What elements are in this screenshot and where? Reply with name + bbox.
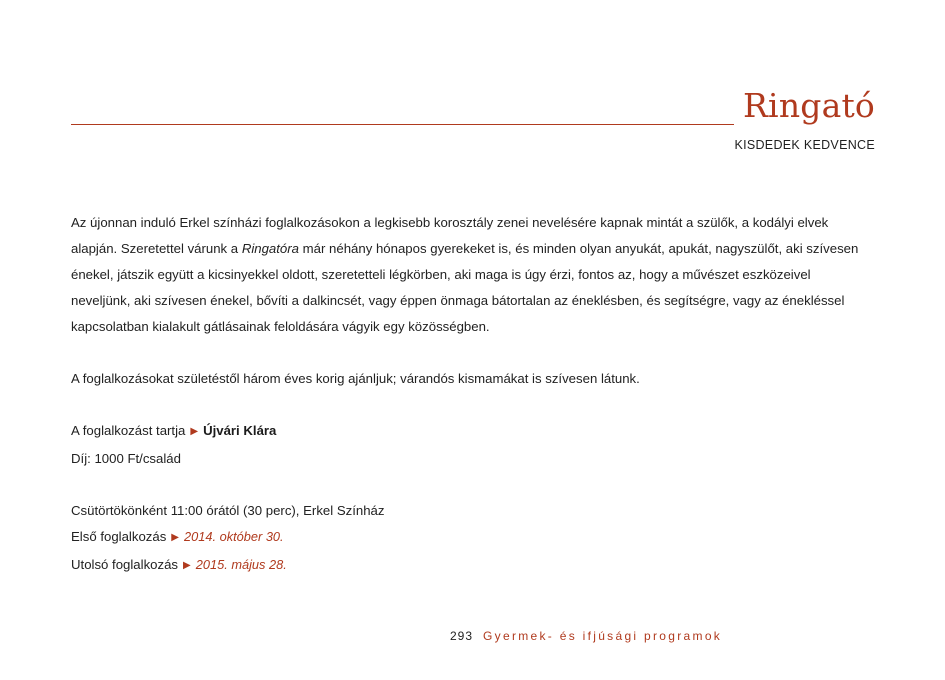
leader-line (71, 418, 871, 446)
first-session-line (71, 524, 871, 552)
header-rule (71, 124, 734, 125)
page-footer (450, 628, 722, 644)
triangle-right-icon: ▶ (171, 532, 179, 543)
intro-italic-title: Ringatóra (241, 241, 299, 256)
first-session-label: Első foglalkozás (71, 529, 167, 544)
last-session-line (71, 552, 871, 580)
schedule-line: Csütörtökönként 11:00 órától (30 perc), Erkel Színház (71, 503, 385, 518)
last-session-date[interactable]: 2015. május 28. (195, 557, 287, 572)
leader-label: A foglalkozást tartja (71, 423, 186, 438)
page-title: Ringató (743, 86, 875, 125)
page-subtitle: KISDEDEK KEDVENCE (734, 138, 875, 152)
fee-line: Díj: 1000 Ft/család (71, 451, 181, 466)
last-session-label: Utolsó foglalkozás (71, 557, 179, 572)
triangle-right-icon: ▶ (183, 560, 191, 571)
intro-paragraph (71, 210, 871, 340)
triangle-right-icon: ▶ (190, 426, 199, 437)
age-note: A foglalkozásokat születéstől három éves korig ajánljuk; várandós kismamákat is szívesen látunk. (71, 371, 640, 386)
main-content (71, 210, 871, 580)
section-name: Gyermek- és ifjúsági programok (483, 629, 723, 643)
intro-text-end: már néhány hónapos gyerekeket is, és minden olyan anyukát, apukát, nagyszülőt, aki szívesen énekel, játszik együtt a kicsinyekkel oldott, szeretetteli légkörben, aki maga is úgy érzi, fontos az, hogy a művészet eszközeivel neveljünk, aki szívesen énekel, bővíti a dalkincsét, vagy éppen önmaga bátortalan az éneklésben, és segítségre, vagy az énekléssel kapcsolatban kialakult gátlásainak feloldására vágyik egy közösségben. (71, 241, 859, 334)
leader-name[interactable]: Újvári Klára (203, 423, 277, 438)
intro-text-start: Az újonnan induló Erkel színházi foglalkozásokon a legkisebb korosztály zenei nevelésére kapnak mintát a szülők, a kodályi elvek alapján. Szeretettel várunk a (71, 215, 829, 256)
first-session-date[interactable]: 2014. október 30. (184, 529, 284, 544)
page-number: 293 (450, 629, 474, 643)
